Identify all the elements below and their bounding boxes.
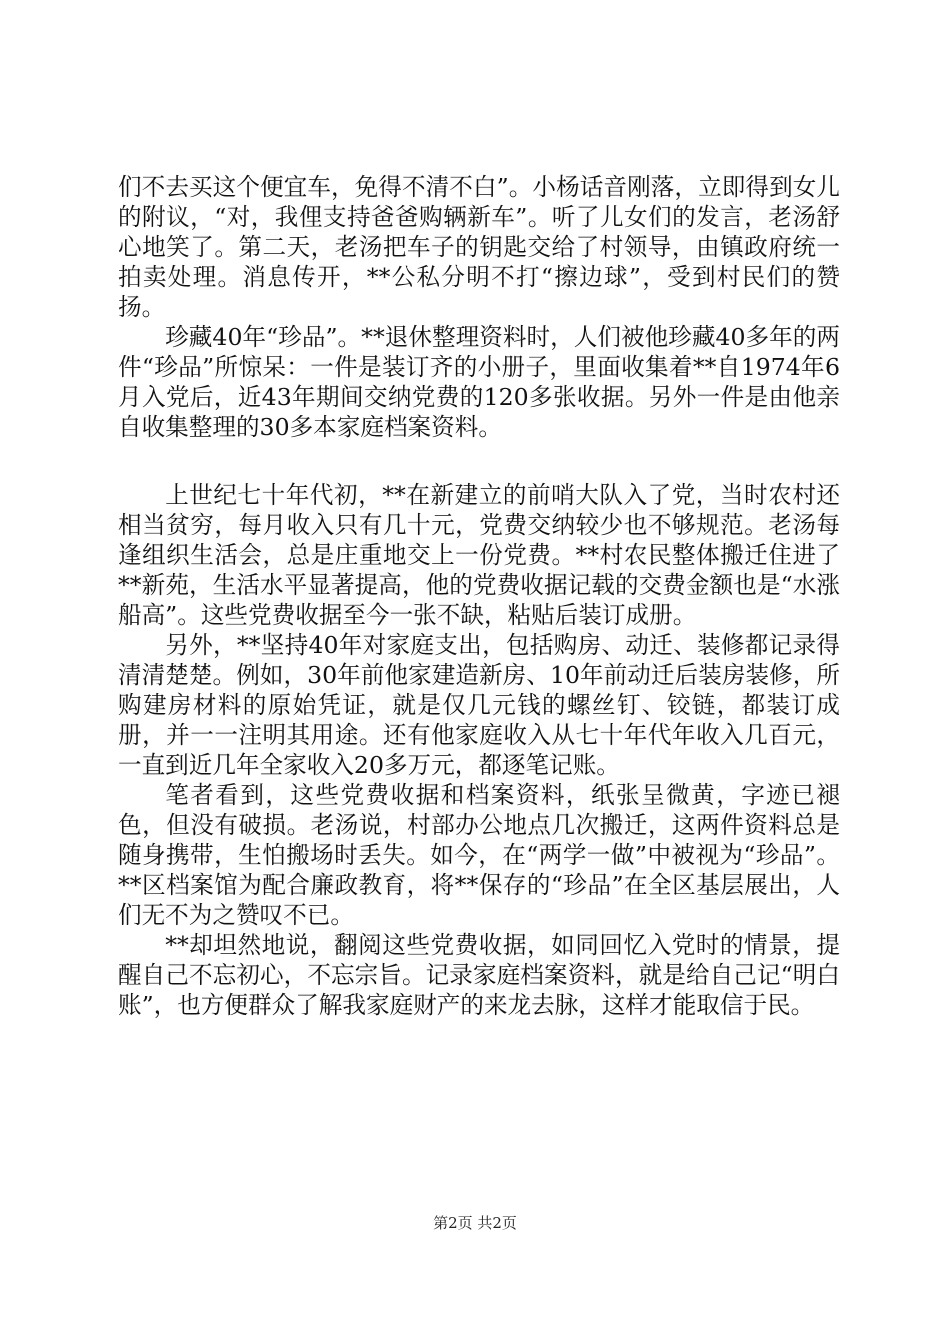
paragraph: 们不去买这个便宜车，免得不清不白”。小杨话音刚落，立即得到女儿的附议，“对，我俚支持爸爸购辆新车”。听了儿女们的发言，老汤舒心地笑了。第二天，老汤把车子的钥匙交给了村领导，由镇政府统一拍卖处理。消息传开，**公私分明不打“擦边球”，受到村民们的赞扬。	[118, 173, 840, 321]
paragraph: **却坦然地说，翻阅这些党费收据，如同回忆入党时的情景，提醒自己不忘初心，不忘宗旨。记录家庭档案资料，就是给自己记“明白账”，也方便群众了解我家庭财产的来龙去脉，这样才能取信于民。	[118, 931, 840, 1019]
paragraph: 另外，**坚持40年对家庭支出，包括购房、动迁、装修都记录得清清楚楚。例如，30年前他家建造新房、10年前动迁后装房装修，所购建房材料的原始凭证，就是仅几元钱的螺丝钉、铰链，都装订成册，并一一注明其用途。还有他家庭收入从七十年代年收入几百元，一直到近几年全家收入20多万元，都逐笔记账。	[118, 631, 840, 779]
document-body	[118, 172, 840, 1020]
paragraph: 笔者看到，这些党费收据和档案资料，纸张呈微黄，字迹已褪色，但没有破损。老汤说，村部办公地点几次搬迁，这两件资料总是随身携带，生怕搬场时丢失。如今，在“两学一做”中被视为“珍品”。**区档案馆为配合廉政教育，将**保存的“珍品”在全区基层展出，人们无不为之赞叹不已。	[118, 781, 840, 929]
page-number-footer: 第2页 共2页	[433, 1214, 517, 1232]
paragraph: 上世纪七十年代初，**在新建立的前哨大队入了党，当时农村还相当贫穷，每月收入只有几十元，党费交纳较少也不够规范。老汤每逢组织生活会，总是庄重地交上一份党费。**村农民整体搬迁住进了**新苑，生活水平显著提高，他的党费收据记载的交费金额也是“水涨船高”。这些党费收据至今一张不缺，粘贴后装订成册。	[118, 481, 840, 629]
paragraph: 珍藏40年“珍品”。**退休整理资料时，人们被他珍藏40多年的两件“珍品”所惊呆：一件是装订齐的小册子，里面收集着**自1974年6月入党后，近43年期间交纳党费的120多张收据。另外一件是由他亲自收集整理的30多本家庭档案资料。	[118, 323, 840, 441]
